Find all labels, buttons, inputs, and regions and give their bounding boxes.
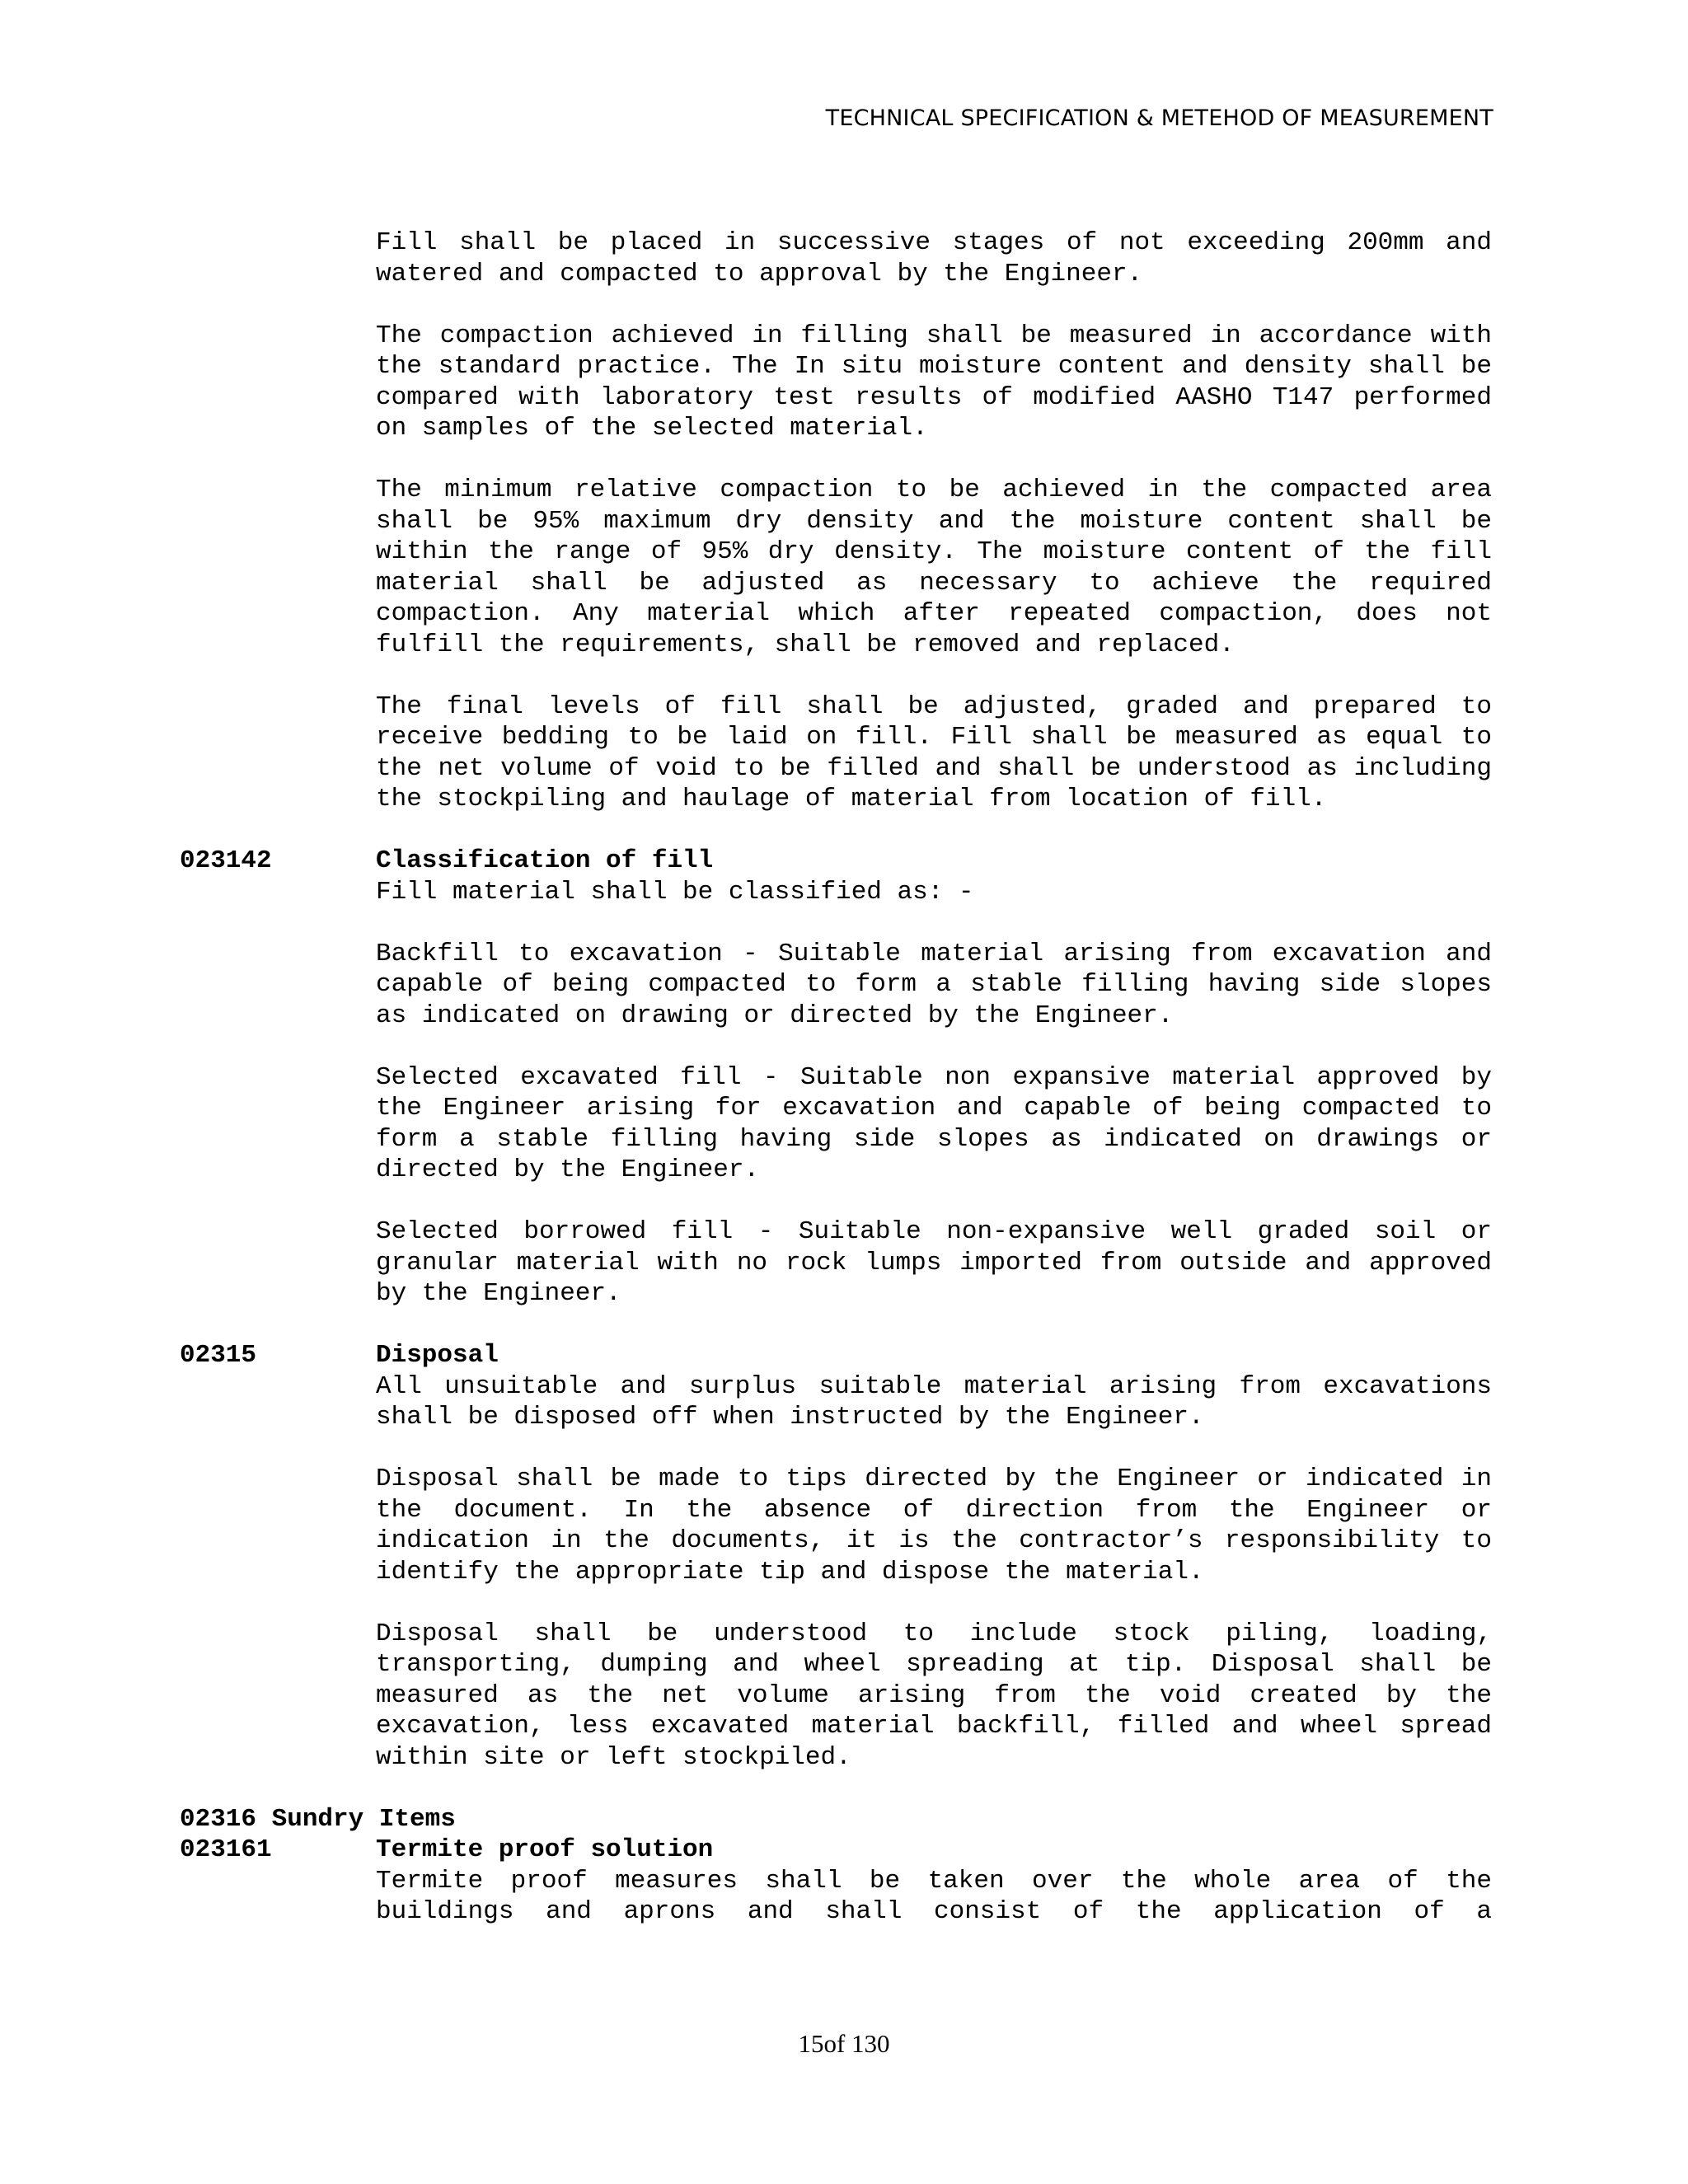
paragraph: Backfill to excavation - Suitable material arising from excavation and capable of being compacted to form a stable filling having side slopes as indicated on drawing or directed by the Engineer. (376, 939, 1492, 1030)
paragraph: Termite proof measures shall be taken over the whole area of the buildings and aprons and shall consist of the application of a (376, 1866, 1492, 1926)
section-body (376, 1371, 1492, 1774)
section-heading (180, 846, 1492, 877)
paragraph: All unsuitable and surplus suitable material arising from excavations shall be disposed off when instructed by the Engineer. (376, 1371, 1492, 1432)
section-02316 (180, 1804, 1492, 1928)
section-number: 023142 (180, 846, 272, 875)
section-number: 02315 (180, 1341, 257, 1370)
section-heading (180, 1340, 1492, 1371)
section-title: Classification of fill (376, 846, 714, 875)
section-023142 (180, 846, 1492, 1310)
section-02315 (180, 1340, 1492, 1773)
group-heading: 02316 Sundry Items (180, 1804, 456, 1834)
paragraph: Disposal shall be understood to include stock piling, loading, transporting, dumping and wheel spreading at tip. Disposal shall be measured as the net volume arising from the void created by the excavation, less excavated material backfill, filled and wheel spread within site or left stockpiled. (376, 1619, 1492, 1772)
paragraph: Selected borrowed fill - Suitable non-expansive well graded soil or granular material with no rock lumps imported from outside and approved by the Engineer. (376, 1217, 1492, 1308)
section-number: 023161 (180, 1835, 272, 1864)
paragraph: The final levels of fill shall be adjusted, graded and prepared to receive bedding to be laid on fill. Fill shall be measured as equal to the net volume of void to be filled and shall be understood as including the stockpiling and haulage of material from location of fill. (376, 691, 1492, 813)
paragraph: Fill material shall be classified as: - (376, 877, 974, 907)
paragraph: The compaction achieved in filling shall be measured in accordance with the standard practice. The In situ moisture content and density shall be compared with laboratory test results of modified AASHO T147 performed on samples of the selected material. (376, 321, 1492, 443)
section-title: Disposal (376, 1341, 499, 1370)
paragraph: Fill shall be placed in successive stages of not exceeding 200mm and watered and compacted to approval by the Engineer. (376, 228, 1492, 288)
document-body (180, 227, 1492, 1958)
section-body (376, 877, 1492, 1310)
section-heading (180, 1835, 1492, 1866)
section-title: Termite proof solution (376, 1835, 714, 1864)
paragraph: Selected excavated fill - Suitable non expansive material approved by the Engineer arising for excavation and capable of being compacted to form a stable filling having side slopes as indicated on drawings or directed by the Engineer. (376, 1062, 1492, 1184)
paragraph: The minimum relative compaction to be achieved in the compacted area shall be 95% maximum dry density and the moisture content shall be within the range of 95% dry density. The moisture content of the fill material shall be adjusted as necessary to achieve the required compaction. Any material which after repeated compaction, does not fulfill the requirements, shall be removed and replaced. (376, 476, 1492, 659)
page-header: TECHNICAL SPECIFICATION & METEHOD OF MEASUREMENT (825, 105, 1493, 131)
section-body (376, 1866, 1492, 1928)
intro-section (376, 227, 1492, 815)
paragraph: Disposal shall be made to tips directed by the Engineer or indicated in the document. In the absence of direction from the Engineer or indication in the documents, it is the contractor’s responsibility to identify the appropriate tip and dispose the material. (376, 1465, 1492, 1586)
page-number: 15of 130 (798, 2029, 890, 2058)
